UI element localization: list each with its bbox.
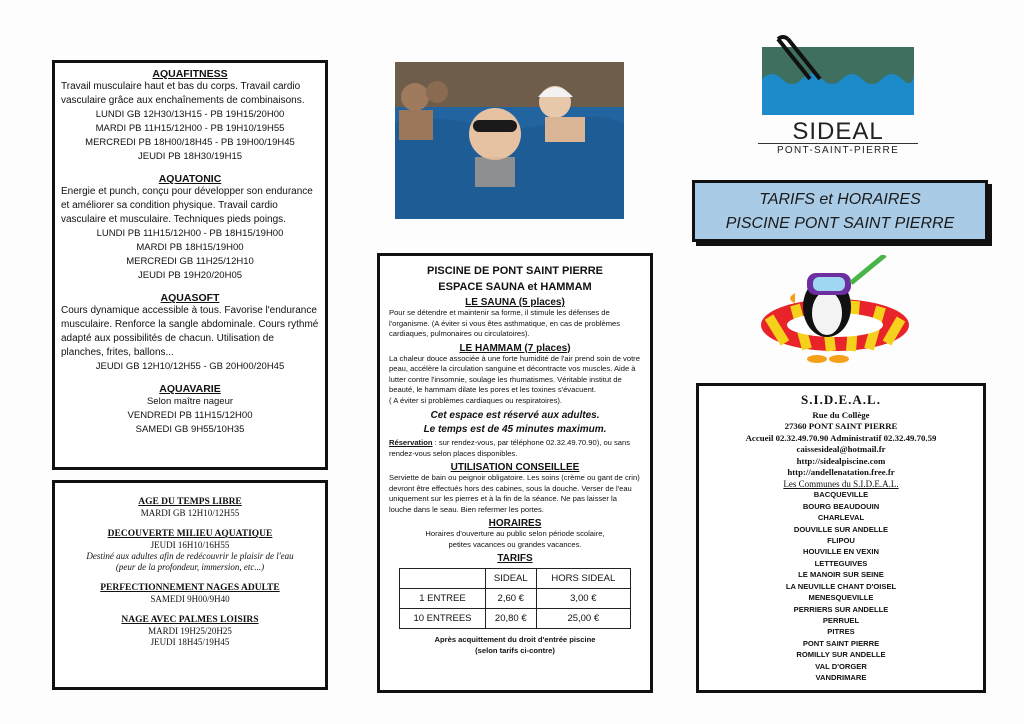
commune-item: PONT SAINT PIERRE bbox=[802, 638, 880, 648]
commune-item: PITRES bbox=[827, 627, 855, 637]
activity-schedule: SAMEDI 9H00/9H40 bbox=[150, 594, 230, 604]
aquasoft-title: AQUASOFT bbox=[160, 292, 220, 304]
aquasoft-section bbox=[61, 292, 319, 374]
usage-text: Serviette de bain ou peignoir obligatoire. Les soins (crème ou gant de crin) devront être effectués hors des cabines, sous la douche. Verser de l'eau uniquement sur les pierres et à la fin de la séance. Ne pas laisser la louche dans le seau. Bien refermer les portes. bbox=[389, 473, 640, 514]
hammam-heading: LE HAMMAM (7 places) bbox=[459, 342, 571, 354]
banner-line: PISCINE PONT SAINT PIERRE bbox=[725, 215, 955, 232]
table-cell: 20,80 € bbox=[485, 609, 536, 629]
banner-line: TARIFS et HORAIRES bbox=[759, 191, 921, 208]
communes-title: Les Communes du S.I.D.E.A.L. bbox=[783, 479, 899, 490]
reservation-text bbox=[389, 438, 641, 459]
activities-box bbox=[52, 480, 328, 690]
commune-item: CHARLEVAL bbox=[817, 513, 865, 523]
schedule-line: MARDI PB 11H15/12H00 - PB 19H10/19H55 bbox=[95, 123, 285, 134]
activity-item bbox=[63, 615, 317, 648]
address-street: Rue du Collège bbox=[812, 410, 870, 420]
schedule-line: SAMEDI GB 9H55/10H35 bbox=[135, 424, 245, 435]
activity-schedule: MARDI GB 12H10/12H55 bbox=[140, 508, 240, 518]
usage-heading: UTILISATION CONSEILLEE bbox=[450, 462, 580, 473]
table-cell: 3,00 € bbox=[536, 589, 630, 609]
horaires-text: petites vacances ou grandes vacances. bbox=[448, 539, 582, 549]
reservation-label: Réservation bbox=[389, 438, 433, 447]
pool-photo-illustration bbox=[395, 62, 624, 219]
table-header-row bbox=[400, 569, 631, 589]
spa-title: ESPACE SAUNA et HAMMAM bbox=[438, 281, 592, 293]
tarifs-heading: TARIFS bbox=[497, 553, 533, 564]
email-link[interactable]: caissesideal@hotmail.fr bbox=[796, 444, 886, 455]
aquatonic-desc: Energie et punch, conçu pour développer son endurance et améliorer sa condition physique. Travail cardio vasculaire et musculaire. Techniques pieds poings. bbox=[61, 186, 313, 225]
sauna-hammam-box bbox=[377, 253, 653, 693]
activity-title: NAGE AVEC PALMES LOISIRS bbox=[121, 615, 259, 625]
commune-item: LE MANOIR SUR SEINE bbox=[798, 570, 884, 580]
logo-name: SIDEAL bbox=[792, 118, 884, 145]
schedule-line: JEUDI PB 18H30/19H15 bbox=[137, 151, 243, 162]
table-cell bbox=[400, 569, 486, 589]
logo-subtitle: PONT-SAINT-PIERRE bbox=[758, 143, 918, 156]
schedule-line: LUNDI GB 12H30/13H15 - PB 19H15/20H00 bbox=[95, 109, 285, 120]
communes-list bbox=[705, 489, 977, 683]
activity-item bbox=[63, 583, 317, 605]
website-link[interactable]: http://sidealpiscine.com bbox=[796, 455, 886, 466]
penguin-icon bbox=[755, 255, 915, 375]
activity-title: PERFECTIONNEMENT NAGES ADULTE bbox=[100, 583, 280, 593]
website-link[interactable]: http://andellenatation.free.fr bbox=[787, 467, 895, 478]
sauna-heading: LE SAUNA (5 places) bbox=[465, 297, 565, 308]
aquavarie-title: AQUAVARIE bbox=[159, 383, 221, 395]
aqua-classes-box bbox=[52, 60, 328, 470]
aquatonic-title: AQUATONIC bbox=[158, 173, 222, 185]
commune-item: BOURG BEAUDOUIN bbox=[802, 501, 880, 511]
org-name: S.I.D.E.A.L. bbox=[801, 392, 881, 407]
commune-item: FLIPOU bbox=[827, 536, 855, 546]
time-limit-notice: Le temps est de 45 minutes maximum. bbox=[423, 424, 607, 435]
phone-numbers: Accueil 02.32.49.70.90 Administratif 02.32.49.70.59 bbox=[745, 432, 937, 443]
hammam-note: ( A éviter si problèmes cardiaques ou respiratoires). bbox=[389, 395, 563, 405]
pool-title: PISCINE DE PONT SAINT PIERRE bbox=[426, 265, 604, 277]
schedule-line: JEUDI PB 19H20/20H05 bbox=[137, 270, 243, 281]
table-row bbox=[400, 609, 631, 629]
commune-item: MENESQUEVILLE bbox=[808, 593, 874, 603]
aquavarie-section bbox=[61, 383, 319, 437]
table-cell: HORS SIDEAL bbox=[536, 569, 630, 589]
schedule-line: MERCREDI PB 18H00/18H45 - PB 19H00/19H45 bbox=[85, 137, 295, 148]
commune-item: LA NEUVILLE CHANT D'OISEL bbox=[785, 581, 897, 591]
commune-item: LETTEGUIVES bbox=[814, 558, 868, 568]
contact-box bbox=[696, 383, 986, 693]
commune-item: VAL D'ORGER bbox=[815, 661, 867, 671]
schedule-line: LUNDI PB 11H15/12H00 - PB 18H15/19H00 bbox=[96, 228, 284, 239]
adults-only-notice: Cet espace est réservé aux adultes. bbox=[430, 410, 600, 421]
commune-item: VANDRIMARE bbox=[815, 672, 867, 682]
aquatonic-section bbox=[61, 173, 319, 283]
activity-item bbox=[63, 497, 317, 519]
horaires-text: Horaires d'ouverture au public selon période scolaire, bbox=[425, 529, 605, 538]
commune-item: BACQUEVILLE bbox=[813, 490, 869, 500]
aquafitness-desc: Travail musculaire haut et bas du corps. Travail cardio vasculaire grâce aux enchaînements de combinaisons. bbox=[61, 81, 305, 106]
schedule-line: MERCREDI GB 11H25/12H10 bbox=[126, 256, 254, 267]
table-cell: 25,00 € bbox=[536, 609, 630, 629]
aquafitness-section bbox=[61, 68, 319, 164]
footer-note: (selon tarifs ci-contre) bbox=[475, 645, 555, 655]
schedule-line: VENDREDI PB 11H15/12H00 bbox=[127, 410, 253, 421]
tarifs-banner bbox=[692, 180, 988, 242]
table-row bbox=[400, 589, 631, 609]
activity-schedule: JEUDI 18H45/19H45 bbox=[150, 637, 230, 647]
activity-title: AGE DU TEMPS LIBRE bbox=[138, 497, 242, 507]
table-cell: 2,60 € bbox=[485, 589, 536, 609]
activity-desc: (peur de la profondeur, immersion, etc...) bbox=[115, 562, 265, 572]
commune-item: DOUVILLE SUR ANDELLE bbox=[793, 524, 889, 534]
hammam-text: La chaleur douce associée à une forte humidité de l'air prend soin de votre peau, accélère la circulation sanguine et décontracte vos muscles. Aide à lutter contre l'insomnie, soulage les rhumatismes. Véritable institut de beauté, le hammam dilate les pores et les toxines s'évacuent. bbox=[389, 353, 640, 394]
commune-item: PERRUEL bbox=[822, 615, 860, 625]
aquasoft-desc: Cours dynamique accessible à tous. Favorise l'endurance musculaire. Renforce la sangle abdominale. Cours rythmé adapté aux possibilités de chacun. Utilisation de planches, frites, ballons... bbox=[61, 305, 319, 358]
sauna-text: Pour se détendre et maintenir sa forme, il stimule les défenses de l'organisme. (A éviter si vous êtes asthmatique, en cas de problèmes cardiaques, pulmonaires ou circulatoires). bbox=[389, 308, 621, 338]
table-cell: 1 ENTREE bbox=[400, 589, 486, 609]
pool-photo bbox=[395, 62, 624, 219]
reservation-detail: : sur rendez-vous, par téléphone 02.32.49.70.90), ou sans rendez-vous selon places disponibles. bbox=[389, 438, 631, 458]
aquafitness-title: AQUAFITNESS bbox=[152, 68, 228, 80]
schedule-line: JEUDI GB 12H10/12H55 - GB 20H00/20H45 bbox=[95, 361, 285, 372]
activity-title: DECOUVERTE MILIEU AQUATIQUE bbox=[107, 529, 273, 539]
schedule-line: MARDI PB 18H15/19H00 bbox=[136, 242, 244, 253]
footer-note: Après acquittement du droit d'entrée piscine bbox=[434, 635, 596, 644]
horaires-heading: HORAIRES bbox=[488, 518, 542, 529]
schedule-line: Selon maître nageur bbox=[146, 396, 234, 407]
activity-schedule: MARDI 19H25/20H25 bbox=[148, 626, 232, 636]
commune-item: PERRIERS SUR ANDELLE bbox=[793, 604, 889, 614]
activity-desc: Destiné aux adultes afin de redécouvrir le plaisir de l'eau bbox=[86, 551, 294, 561]
commune-item: ROMILLY SUR ANDELLE bbox=[796, 650, 886, 660]
activity-item bbox=[63, 529, 317, 573]
commune-item: HOUVILLE EN VEXIN bbox=[803, 547, 879, 557]
table-cell: SIDEAL bbox=[485, 569, 536, 589]
table-cell: 10 ENTREES bbox=[400, 609, 486, 629]
address-city: 27360 PONT SAINT PIERRE bbox=[784, 421, 898, 432]
tarif-table bbox=[399, 568, 631, 629]
activity-schedule: JEUDI 16H10/16H55 bbox=[150, 540, 230, 550]
